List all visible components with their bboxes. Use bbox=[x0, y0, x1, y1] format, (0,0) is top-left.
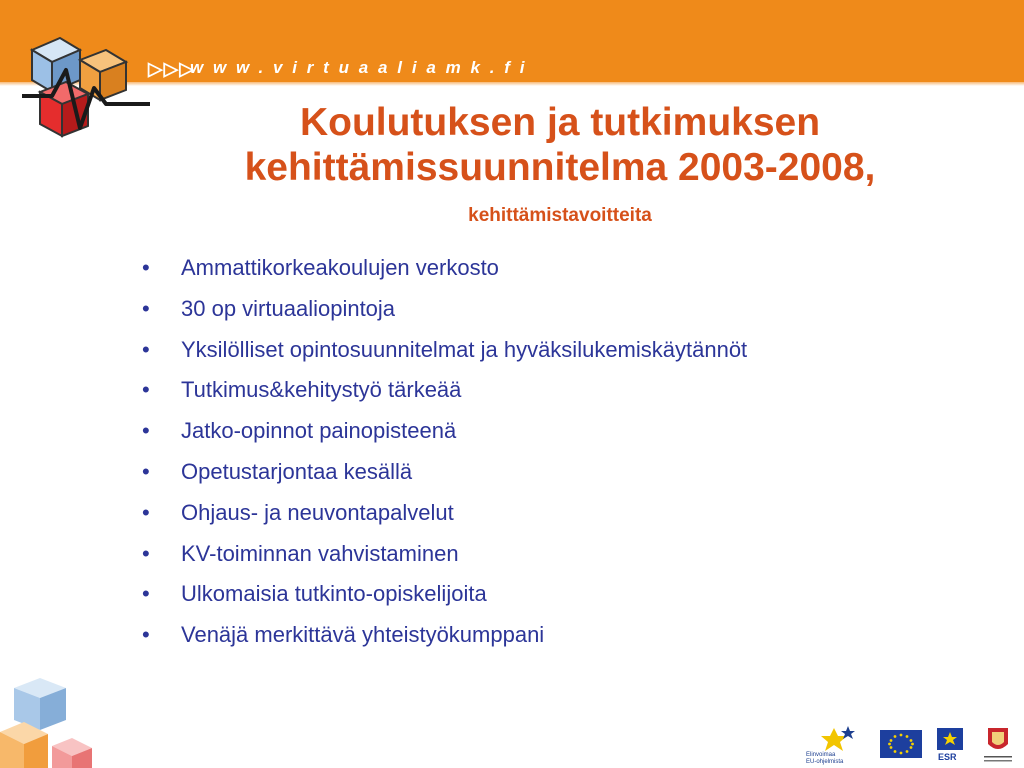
header-arrows-icon: ▷▷▷ bbox=[148, 59, 195, 80]
bullet-text: KV-toiminnan vahvistaminen bbox=[181, 540, 459, 566]
bullet-dot-icon: • bbox=[142, 499, 150, 525]
bullet-item bbox=[140, 413, 960, 454]
footer-logos bbox=[804, 724, 1024, 768]
esr-text: ESR bbox=[938, 752, 957, 762]
bullet-dot-icon: • bbox=[142, 581, 150, 607]
slide-title-line-1: Koulutuksen ja tutkimuksen bbox=[299, 101, 821, 144]
header-bar-shadow bbox=[0, 82, 1024, 86]
slide-subtitle: kehittämistavoitteita bbox=[468, 205, 652, 226]
bullet-item bbox=[140, 536, 960, 577]
bullet-dot-icon: • bbox=[142, 336, 150, 362]
bullet-text: Tutkimus&kehitystyö tärkeää bbox=[181, 377, 462, 403]
header-url: www.virtuaaliamk.fi bbox=[190, 58, 535, 77]
bullet-item bbox=[140, 332, 960, 373]
bullet-text: Yksilölliset opintosuunnitelmat ja hyväksilukemiskäytännöt bbox=[181, 336, 748, 362]
esr-logo bbox=[937, 728, 963, 762]
bullet-text: Ohjaus- ja neuvontapalvelut bbox=[181, 499, 454, 525]
bullet-dot-icon: • bbox=[142, 458, 150, 484]
bullet-text: Opetustarjontaa kesällä bbox=[181, 458, 413, 484]
bullet-list bbox=[140, 250, 960, 658]
bullet-text: 30 op virtuaaliopintoja bbox=[181, 295, 396, 321]
bullet-item bbox=[140, 372, 960, 413]
decorative-cubes-icon bbox=[0, 676, 96, 768]
bullet-item bbox=[140, 291, 960, 332]
bullet-dot-icon: • bbox=[142, 418, 150, 444]
bullet-dot-icon: • bbox=[142, 255, 150, 280]
virtuaaliamk-cubes-logo-icon bbox=[22, 30, 152, 145]
elinvoimaa-text-2: EU-ohjelmista bbox=[806, 759, 844, 765]
bullet-dot-icon: • bbox=[142, 377, 150, 403]
elinvoimaa-text-1: Elinvoimaa bbox=[806, 752, 836, 758]
bullet-text: Venäjä merkittävä yhteistyökumppani bbox=[181, 622, 545, 648]
elinvoimaa-eu-ohjelmista-logo bbox=[806, 726, 855, 765]
bullet-dot-icon: • bbox=[142, 540, 150, 566]
bullet-text: Ammattikorkeakoulujen verkosto bbox=[181, 255, 499, 280]
slide-title bbox=[170, 100, 950, 190]
bullet-dot-icon: • bbox=[142, 622, 150, 648]
bullet-item bbox=[140, 495, 960, 536]
eu-flag-icon bbox=[880, 730, 922, 758]
bullet-item bbox=[140, 617, 960, 658]
bullet-text: Jatko-opinnot painopisteenä bbox=[181, 418, 457, 444]
regional-council-crest-logo bbox=[984, 728, 1012, 762]
slide-title-line-2: kehittämissuunnitelma 2003-2008, bbox=[244, 146, 876, 189]
bullet-item bbox=[140, 576, 960, 617]
bullet-text: Ulkomaisia tutkinto-opiskelijoita bbox=[181, 581, 487, 607]
bullet-item bbox=[140, 454, 960, 495]
bullet-dot-icon: • bbox=[142, 295, 150, 321]
bullet-item bbox=[140, 250, 960, 291]
